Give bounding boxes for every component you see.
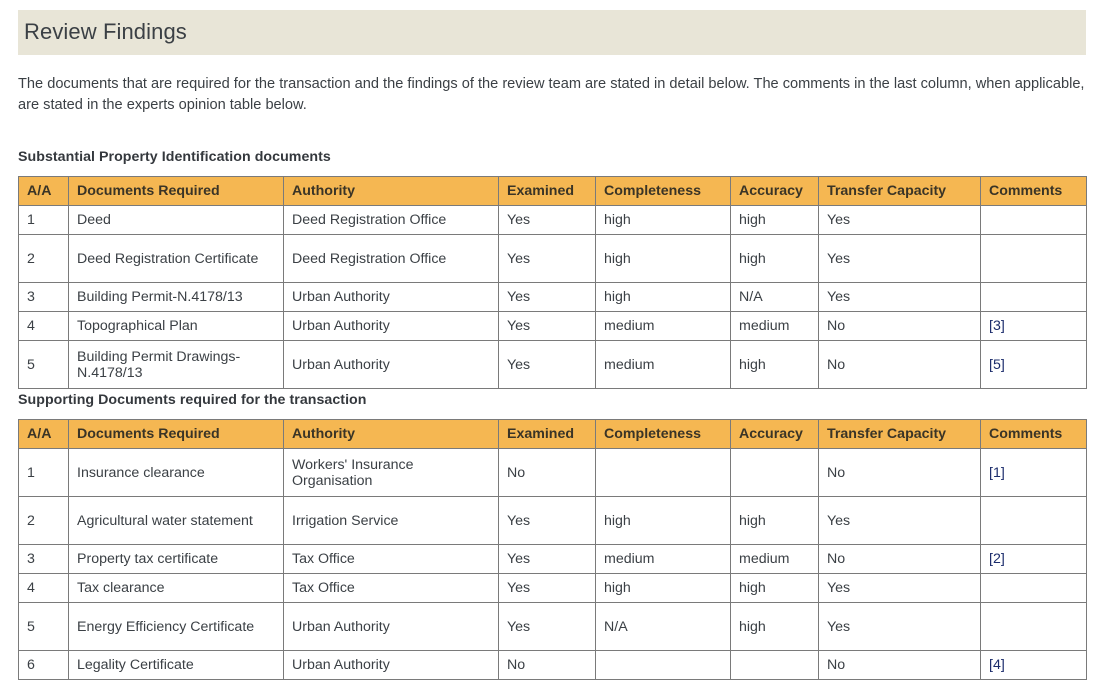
table-row bbox=[19, 449, 1087, 497]
cell-aa: 4 bbox=[19, 312, 69, 341]
cell-completeness: high bbox=[596, 574, 731, 603]
table-row bbox=[19, 651, 1087, 680]
column-header-transfer-capacity: Transfer Capacity bbox=[819, 177, 981, 206]
cell-accuracy: high bbox=[731, 341, 819, 389]
cell-completeness: high bbox=[596, 235, 731, 283]
cell-authority: Urban Authority bbox=[284, 283, 499, 312]
substantial-property-identification-documents-table bbox=[18, 176, 1087, 389]
cell-transfer-capacity: No bbox=[819, 312, 981, 341]
cell-examined: Yes bbox=[499, 235, 596, 283]
cell-comments[interactable] bbox=[981, 651, 1087, 680]
cell-authority: Tax Office bbox=[284, 545, 499, 574]
column-header-documents-required: Documents Required bbox=[69, 177, 284, 206]
cell-transfer-capacity: Yes bbox=[819, 235, 981, 283]
cell-authority: Deed Registration Office bbox=[284, 206, 499, 235]
cell-document: Property tax certificate bbox=[69, 545, 284, 574]
cell-transfer-capacity: No bbox=[819, 341, 981, 389]
cell-examined: Yes bbox=[499, 603, 596, 651]
cell-authority: Irrigation Service bbox=[284, 497, 499, 545]
cell-completeness: medium bbox=[596, 341, 731, 389]
column-header-examined: Examined bbox=[499, 420, 596, 449]
cell-completeness bbox=[596, 449, 731, 497]
cell-document: Tax clearance bbox=[69, 574, 284, 603]
table-body bbox=[19, 449, 1087, 680]
cell-transfer-capacity: Yes bbox=[819, 574, 981, 603]
cell-examined: Yes bbox=[499, 574, 596, 603]
table-row bbox=[19, 603, 1087, 651]
cell-completeness bbox=[596, 651, 731, 680]
cell-accuracy: N/A bbox=[731, 283, 819, 312]
table-header bbox=[19, 177, 1087, 206]
cell-accuracy: medium bbox=[731, 312, 819, 341]
cell-completeness: high bbox=[596, 283, 731, 312]
cell-authority: Urban Authority bbox=[284, 341, 499, 389]
cell-comments bbox=[981, 235, 1087, 283]
comment-reference-link[interactable]: [3] bbox=[989, 318, 1005, 334]
cell-examined: No bbox=[499, 449, 596, 497]
table-header bbox=[19, 420, 1087, 449]
cell-document: Deed Registration Certificate bbox=[69, 235, 284, 283]
column-header-completeness: Completeness bbox=[596, 177, 731, 206]
cell-comments bbox=[981, 206, 1087, 235]
cell-completeness: medium bbox=[596, 312, 731, 341]
cell-accuracy bbox=[731, 651, 819, 680]
table-row bbox=[19, 312, 1087, 341]
column-header-documents-required: Documents Required bbox=[69, 420, 284, 449]
table-row bbox=[19, 341, 1087, 389]
cell-examined: Yes bbox=[499, 283, 596, 312]
cell-authority: Urban Authority bbox=[284, 651, 499, 680]
cell-authority: Urban Authority bbox=[284, 312, 499, 341]
comment-reference-link[interactable]: [2] bbox=[989, 551, 1005, 567]
table-header-row bbox=[19, 420, 1087, 449]
cell-transfer-capacity: No bbox=[819, 651, 981, 680]
section-heading-supporting-documents: Supporting Documents required for the transaction bbox=[18, 392, 367, 408]
column-header-completeness: Completeness bbox=[596, 420, 731, 449]
cell-comments bbox=[981, 574, 1087, 603]
cell-aa: 4 bbox=[19, 574, 69, 603]
cell-transfer-capacity: No bbox=[819, 545, 981, 574]
table-row bbox=[19, 283, 1087, 312]
cell-document: Legality Certificate bbox=[69, 651, 284, 680]
cell-document: Energy Efficiency Certificate bbox=[69, 603, 284, 651]
column-header-aa: A/A bbox=[19, 420, 69, 449]
cell-examined: Yes bbox=[499, 312, 596, 341]
table-row bbox=[19, 574, 1087, 603]
cell-accuracy: high bbox=[731, 603, 819, 651]
cell-examined: Yes bbox=[499, 206, 596, 235]
cell-authority: Tax Office bbox=[284, 574, 499, 603]
cell-examined: Yes bbox=[499, 341, 596, 389]
cell-examined: No bbox=[499, 651, 596, 680]
cell-comments[interactable] bbox=[981, 312, 1087, 341]
column-header-examined: Examined bbox=[499, 177, 596, 206]
cell-transfer-capacity: No bbox=[819, 449, 981, 497]
cell-aa: 6 bbox=[19, 651, 69, 680]
column-header-transfer-capacity: Transfer Capacity bbox=[819, 420, 981, 449]
cell-examined: Yes bbox=[499, 497, 596, 545]
column-header-authority: Authority bbox=[284, 177, 499, 206]
cell-accuracy: high bbox=[731, 235, 819, 283]
cell-accuracy: high bbox=[731, 206, 819, 235]
table-row bbox=[19, 235, 1087, 283]
cell-document: Insurance clearance bbox=[69, 449, 284, 497]
table-body bbox=[19, 206, 1087, 389]
cell-accuracy: medium bbox=[731, 545, 819, 574]
cell-authority: Deed Registration Office bbox=[284, 235, 499, 283]
cell-comments bbox=[981, 603, 1087, 651]
cell-transfer-capacity: Yes bbox=[819, 497, 981, 545]
column-header-accuracy: Accuracy bbox=[731, 420, 819, 449]
cell-comments[interactable] bbox=[981, 341, 1087, 389]
cell-accuracy bbox=[731, 449, 819, 497]
cell-aa: 2 bbox=[19, 235, 69, 283]
cell-aa: 5 bbox=[19, 603, 69, 651]
cell-completeness: high bbox=[596, 206, 731, 235]
supporting-documents-table bbox=[18, 419, 1087, 680]
comment-reference-link[interactable]: [1] bbox=[989, 464, 1005, 481]
table-header-row bbox=[19, 177, 1087, 206]
cell-accuracy: high bbox=[731, 497, 819, 545]
cell-accuracy: high bbox=[731, 574, 819, 603]
cell-aa: 1 bbox=[19, 449, 69, 497]
page-title-banner bbox=[18, 10, 1086, 55]
cell-aa: 3 bbox=[19, 283, 69, 312]
cell-aa: 3 bbox=[19, 545, 69, 574]
cell-transfer-capacity: Yes bbox=[819, 283, 981, 312]
section-heading-substantial-documents: Substantial Property Identification documents bbox=[18, 149, 331, 165]
cell-document: Building Permit Drawings-N.4178/13 bbox=[69, 341, 284, 389]
cell-comments[interactable] bbox=[981, 449, 1087, 497]
cell-aa: 1 bbox=[19, 206, 69, 235]
cell-aa: 5 bbox=[19, 341, 69, 389]
comment-reference-link[interactable]: [5] bbox=[989, 356, 1005, 373]
cell-comments[interactable] bbox=[981, 545, 1087, 574]
cell-completeness: N/A bbox=[596, 603, 731, 651]
column-header-authority: Authority bbox=[284, 420, 499, 449]
intro-paragraph: The documents that are required for the transaction and the findings of the review team are stated in detail below. The comments in the last column, when applicable, are stated in the experts opinion table below. bbox=[18, 75, 1085, 113]
page-title: Review Findings bbox=[24, 19, 187, 44]
cell-document: Topographical Plan bbox=[69, 312, 284, 341]
cell-document: Deed bbox=[69, 206, 284, 235]
cell-authority: Workers' Insurance Organisation bbox=[284, 449, 499, 497]
cell-document: Agricultural water statement bbox=[69, 497, 284, 545]
cell-completeness: medium bbox=[596, 545, 731, 574]
cell-comments bbox=[981, 283, 1087, 312]
cell-examined: Yes bbox=[499, 545, 596, 574]
cell-transfer-capacity: Yes bbox=[819, 603, 981, 651]
cell-comments bbox=[981, 497, 1087, 545]
comment-reference-link[interactable]: [4] bbox=[989, 657, 1005, 673]
cell-aa: 2 bbox=[19, 497, 69, 545]
cell-transfer-capacity: Yes bbox=[819, 206, 981, 235]
column-header-comments: Comments bbox=[981, 177, 1087, 206]
column-header-accuracy: Accuracy bbox=[731, 177, 819, 206]
table-row bbox=[19, 545, 1087, 574]
cell-completeness: high bbox=[596, 497, 731, 545]
cell-authority: Urban Authority bbox=[284, 603, 499, 651]
table-row bbox=[19, 206, 1087, 235]
column-header-comments: Comments bbox=[981, 420, 1087, 449]
cell-document: Building Permit-N.4178/13 bbox=[69, 283, 284, 312]
table-row bbox=[19, 497, 1087, 545]
column-header-aa: A/A bbox=[19, 177, 69, 206]
